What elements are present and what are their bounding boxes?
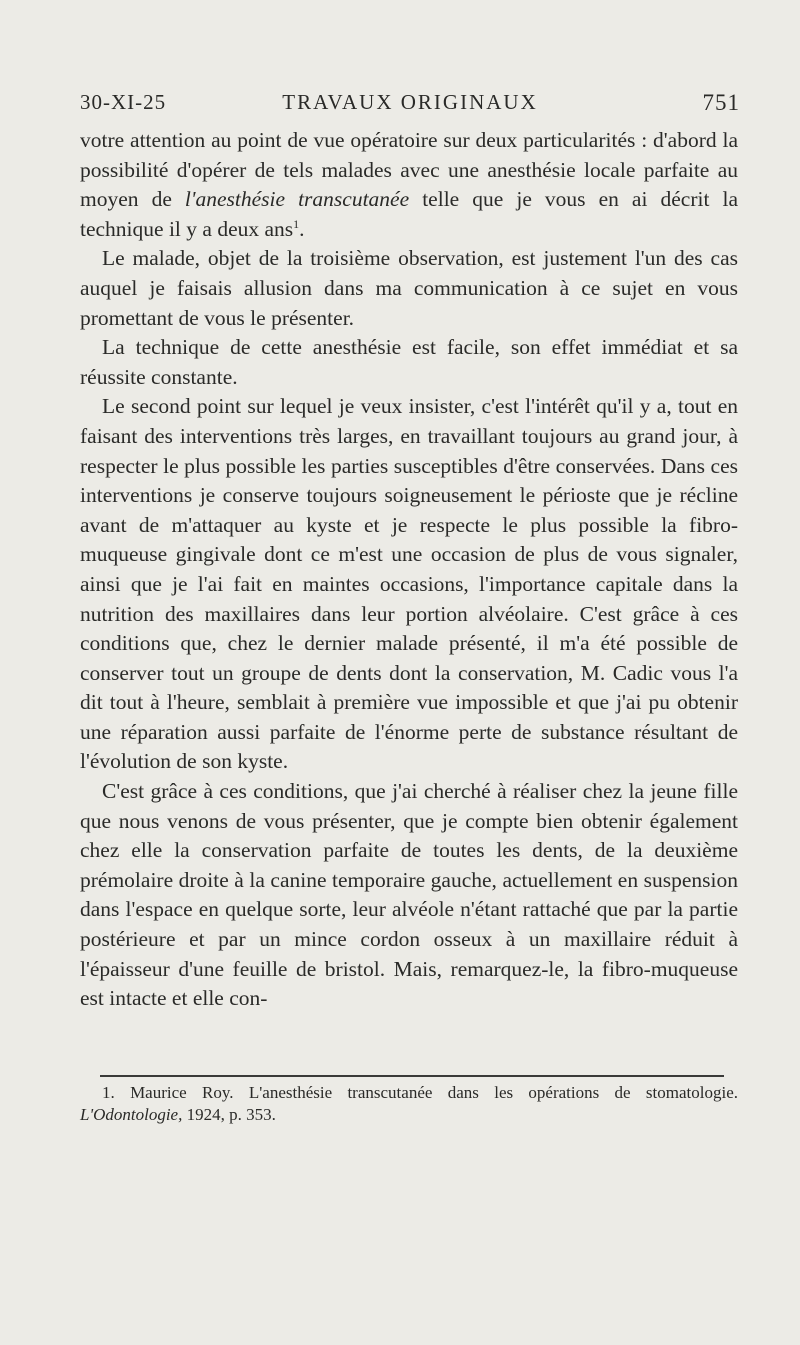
page-number: 751 [702, 90, 740, 115]
header-date: 30-XI-25 [80, 90, 167, 114]
paragraph-4: Le second point sur lequel je veux insister, c'est l'intérêt qu'il y a, tout en faisant des interventions très larges, en travaillant toujours au grand jour, à respecter le plus possible les parties susceptibles d'être conservées. Dans ces interventions je conserve toujours soigneusement le périoste que je récline avant de m'attaquer au kyste et je respecte le plus possible la fibro-muqueuse gingivale dont ce m'est une occasion de plus de vous signaler, ainsi que je l'ai fait en maintes occasions, l'importance capitale dans la nutrition des maxillaires dans leur portion alvéolaire. C'est grâce à ces conditions que, chez le dernier malade présenté, il m'a été possible de conserver tout un groupe de dents dont la conservation, M. Cadic vous l'a dit tout à l'heure, semblait à première vue impossible et que j'ai pu obtenir une réparation aussi parfaite de l'énorme perte de substance résultant de l'évolution de son kyste. [80, 394, 738, 774]
paragraph-1: votre attention au point de vue opératoire sur deux particularités : d'abord la possibilité d'opérer de tels malades avec une anesthésie locale parfaite au moyen de l'anesthésie transcutanée telle que je vous en ai décrit la technique il y a deux ans$^1$. [80, 128, 738, 241]
footnote-1: 1. Maurice Roy. L'anesthésie transcutanée dans les opérations de stomatologie. L'Odontologie, 1924, p. 353. [80, 1083, 738, 1124]
paragraph-3: La technique de cette anesthésie est facile, son effet immédiat et sa réussite constante. [80, 335, 738, 389]
footnote [80, 1082, 738, 1126]
running-header [80, 90, 740, 118]
body-text [80, 126, 738, 1014]
paragraph-5: C'est grâce à ces conditions, que j'ai cherché à réaliser chez la jeune fille que nous venons de vous présenter, que je compte bien obtenir également chez elle la conservation parfaite de toutes les dents, de la deuxième prémolaire droite à la canine temporaire gauche, actuellement en suspension dans l'espace en quelque sorte, leur alvéole n'étant rattaché que par la partie postérieure et par un mince cordon osseux à un maxillaire réduit à l'épaisseur d'une feuille de bristol. Mais, remarquez-le, la fibro-muqueuse est intacte et elle con- [80, 779, 738, 1011]
paragraph-2: Le malade, objet de la troisième observation, est justement l'un des cas auquel je faisais allusion dans ma communication à ce sujet en vous promettant de vous le présenter. [80, 246, 738, 330]
footnote-journal: L'Odontologie, [80, 1105, 183, 1124]
italic-term: l'anesthésie transcutanée [184, 187, 410, 212]
header-title: TRAVAUX ORIGINAUX [282, 90, 538, 114]
footnote-divider [100, 1075, 724, 1077]
footnote-ref: 1 [293, 216, 300, 231]
